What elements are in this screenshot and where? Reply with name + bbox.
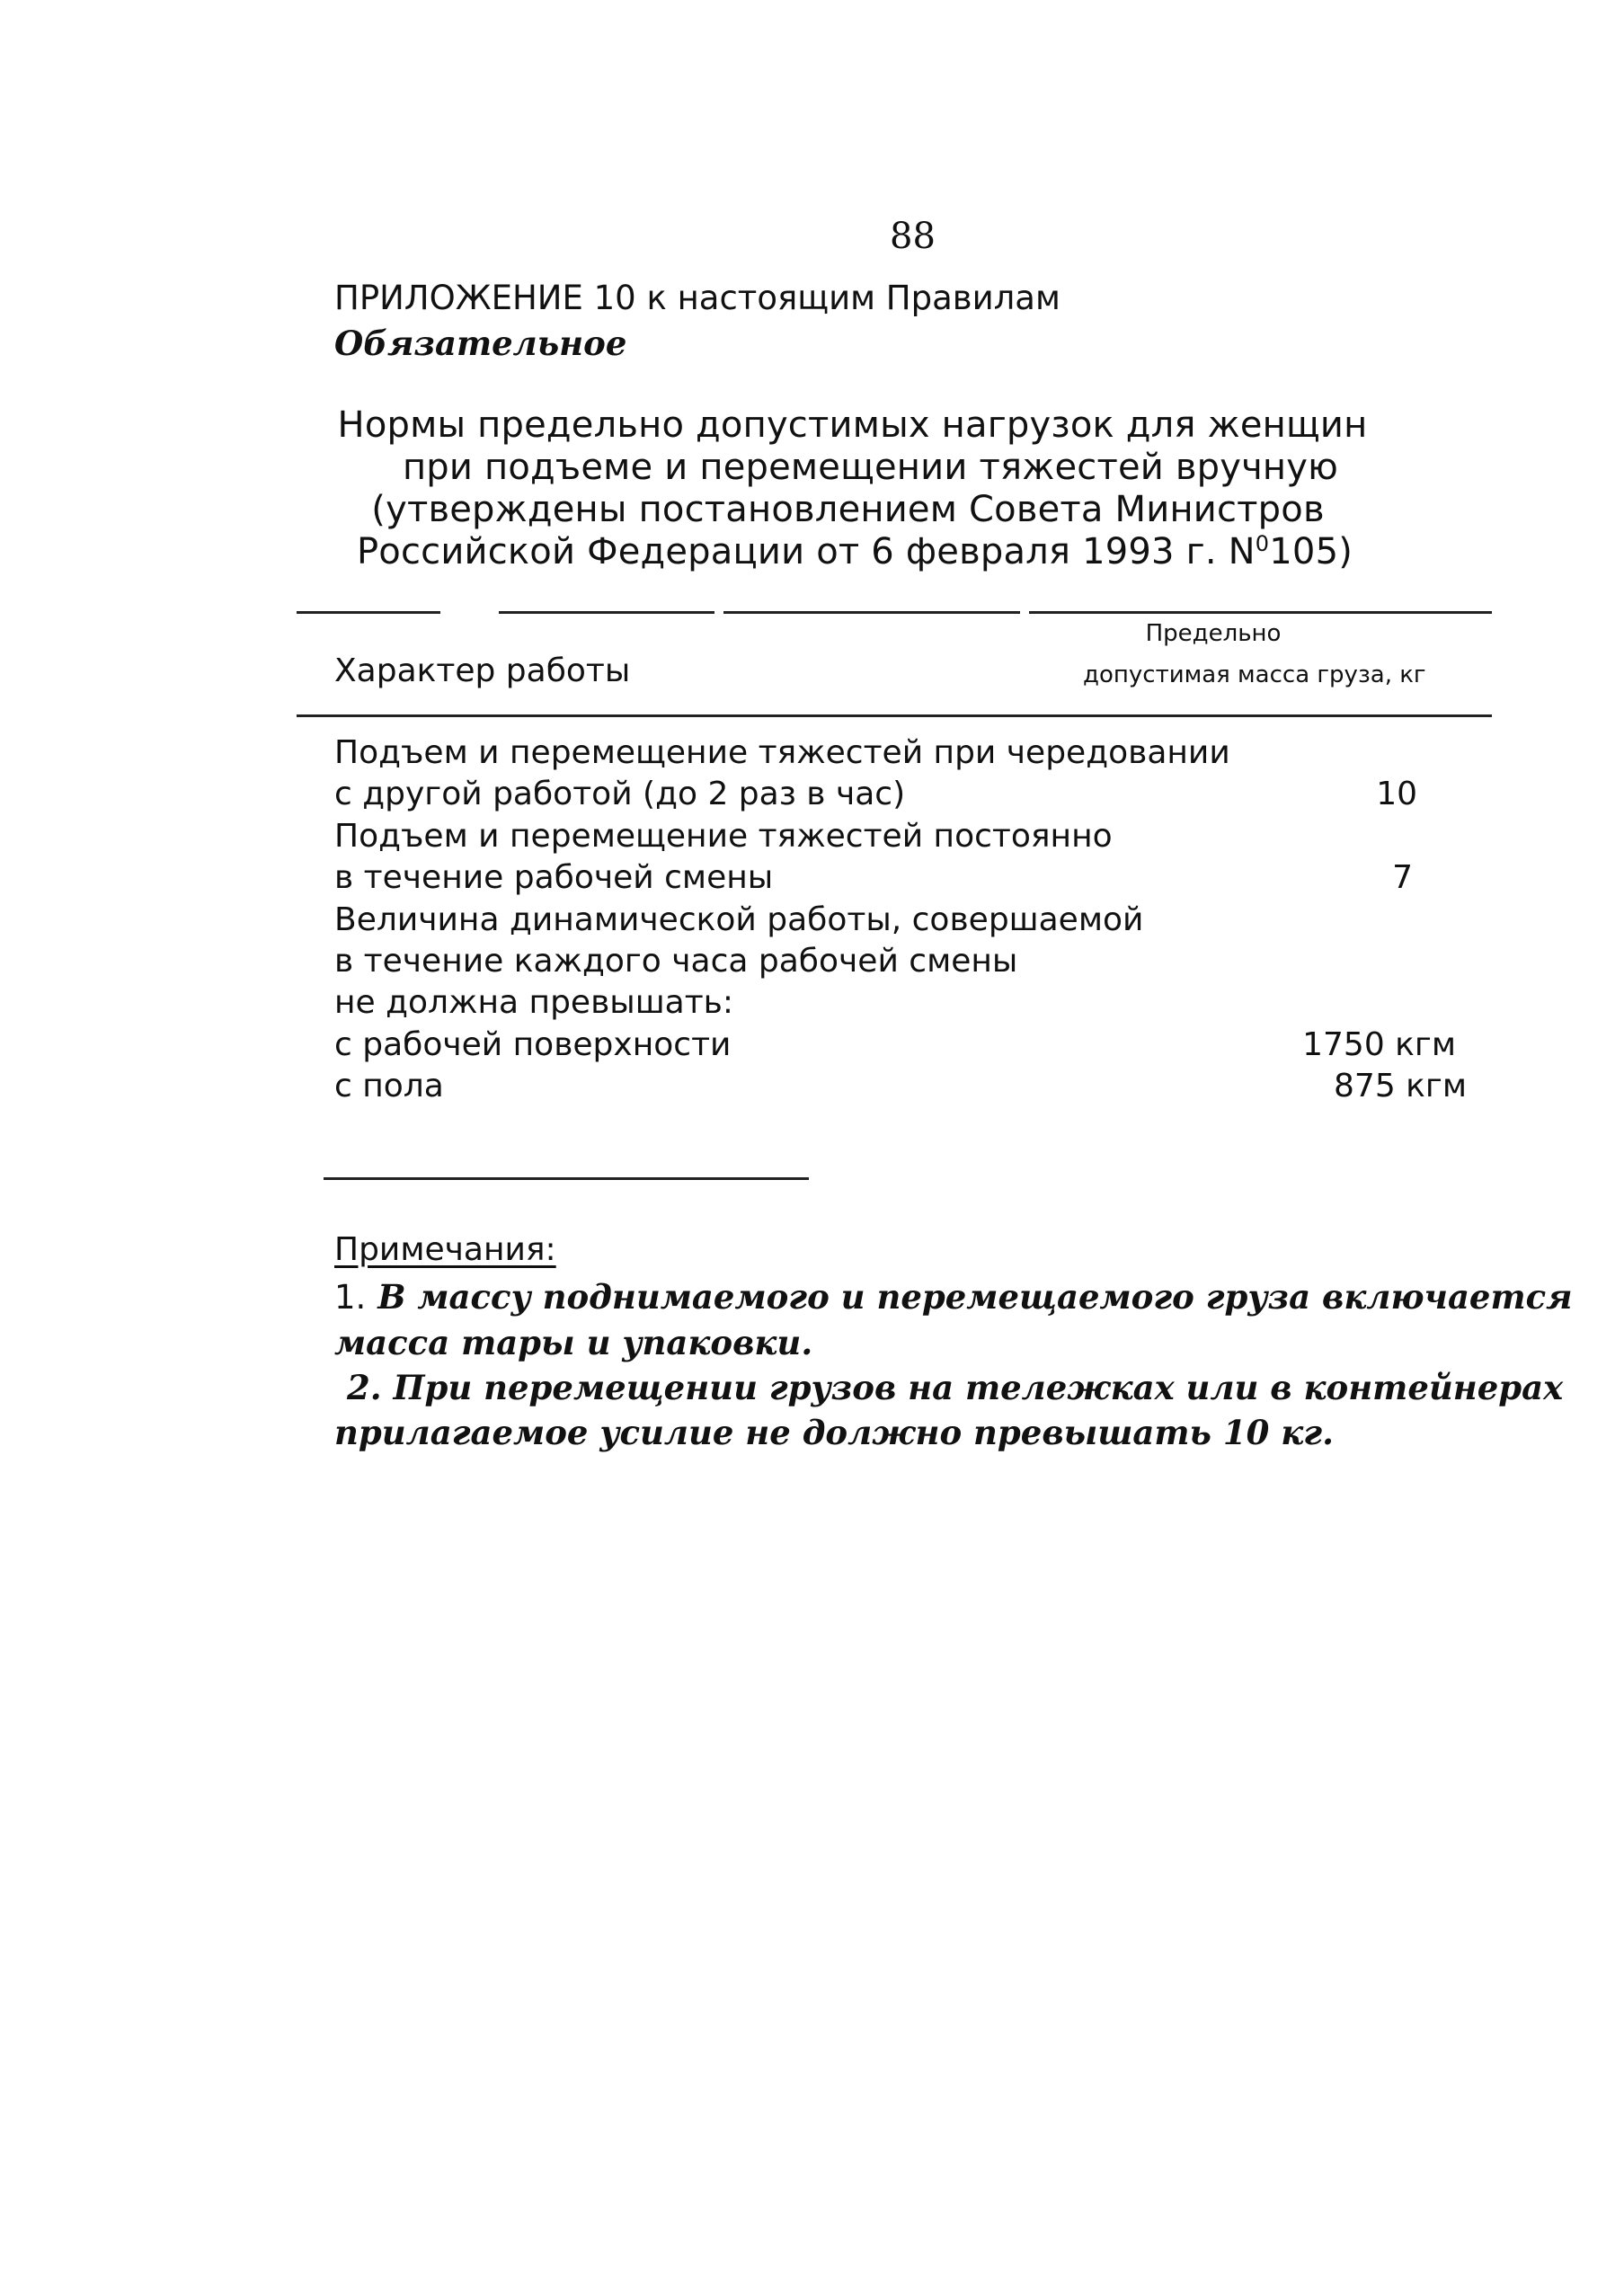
note-1-line-2: масса тары и упаковки. — [334, 1323, 813, 1362]
table-col2-header-line2: допустимая масса груза, кг — [1083, 661, 1426, 688]
title-line-4-sup: 0 — [1255, 530, 1270, 556]
row-text: с другой работой (до 2 раз в час) — [334, 776, 906, 813]
title-line-3: (утверждены постановлением Совета Министров — [371, 489, 1325, 530]
row-value — [1287, 900, 1467, 941]
table-row — [334, 1066, 1467, 1107]
appendix-heading: ПРИЛОЖЕНИЕ 10 к настоящим Правилам — [334, 279, 1060, 317]
table-row — [334, 816, 1467, 857]
note-1-text: В массу поднимаемого и перемещаемого груза включается — [377, 1277, 1573, 1317]
row-value: 875 кгм — [1334, 1068, 1467, 1105]
notes-body — [334, 1274, 1573, 1455]
notes-separator — [324, 1177, 809, 1180]
note-1-number: 1. — [334, 1278, 367, 1317]
note-2-line-1: 2. При перемещении грузов на тележках или в контейнерах — [347, 1368, 1564, 1407]
note-2-line-2: прилагаемое усилие не должно превышать 10 кг. — [334, 1413, 1334, 1452]
row-value: 1750 кгм — [1302, 1025, 1456, 1063]
table-top-rule-2 — [499, 611, 714, 614]
title-line-4 — [0, 531, 1624, 578]
title-line-4-prefix: Российской Федерации от 6 февраля 1993 г. N — [356, 531, 1256, 572]
table-row — [334, 982, 1467, 1024]
row-text: Подъем и перемещение тяжестей при чередовании — [334, 734, 1230, 771]
row-text: с рабочей поверхности — [334, 1025, 732, 1063]
table-row — [334, 732, 1467, 774]
notes-heading: Примечания: — [334, 1231, 556, 1268]
row-value — [1287, 941, 1467, 982]
table-row — [334, 774, 1467, 815]
row-text: не должна превышать: — [334, 984, 734, 1022]
appendix-status: Обязательное — [334, 324, 627, 363]
table-top-rule-4 — [1029, 611, 1492, 614]
table-col1-header: Характер работы — [334, 652, 631, 689]
table-row — [334, 1025, 1467, 1066]
document-title — [0, 404, 1624, 578]
table-top-rule-1 — [297, 611, 440, 614]
row-text: с пола — [334, 1068, 444, 1105]
table-row — [334, 941, 1467, 982]
table-col2-header-line1: Предельно — [1145, 620, 1282, 647]
title-line-1: Нормы предельно допустимых нагрузок для женщин — [337, 404, 1368, 446]
row-value — [1287, 732, 1467, 774]
note-1-line-1 — [334, 1274, 1573, 1320]
table-row — [334, 857, 1467, 899]
table-header-rule — [297, 714, 1492, 717]
row-text: Подъем и перемещение тяжестей постоянно — [334, 817, 1113, 855]
row-value — [1287, 982, 1467, 1024]
table-row — [334, 900, 1467, 941]
page-number: 88 — [890, 216, 936, 257]
table-body — [334, 732, 1467, 1108]
title-line-4-suffix: 105) — [1269, 531, 1353, 572]
row-value — [1287, 816, 1467, 857]
title-line-2: при подъеме и перемещении тяжестей вручную — [402, 447, 1339, 488]
row-text: Величина динамической работы, совершаемой — [334, 900, 1144, 938]
row-value: 7 — [1392, 859, 1413, 897]
row-text: в течение каждого часа рабочей смены — [334, 943, 1018, 980]
row-value: 10 — [1376, 776, 1417, 813]
table-top-rule-3 — [723, 611, 1020, 614]
row-text: в течение рабочей смены — [334, 859, 774, 897]
